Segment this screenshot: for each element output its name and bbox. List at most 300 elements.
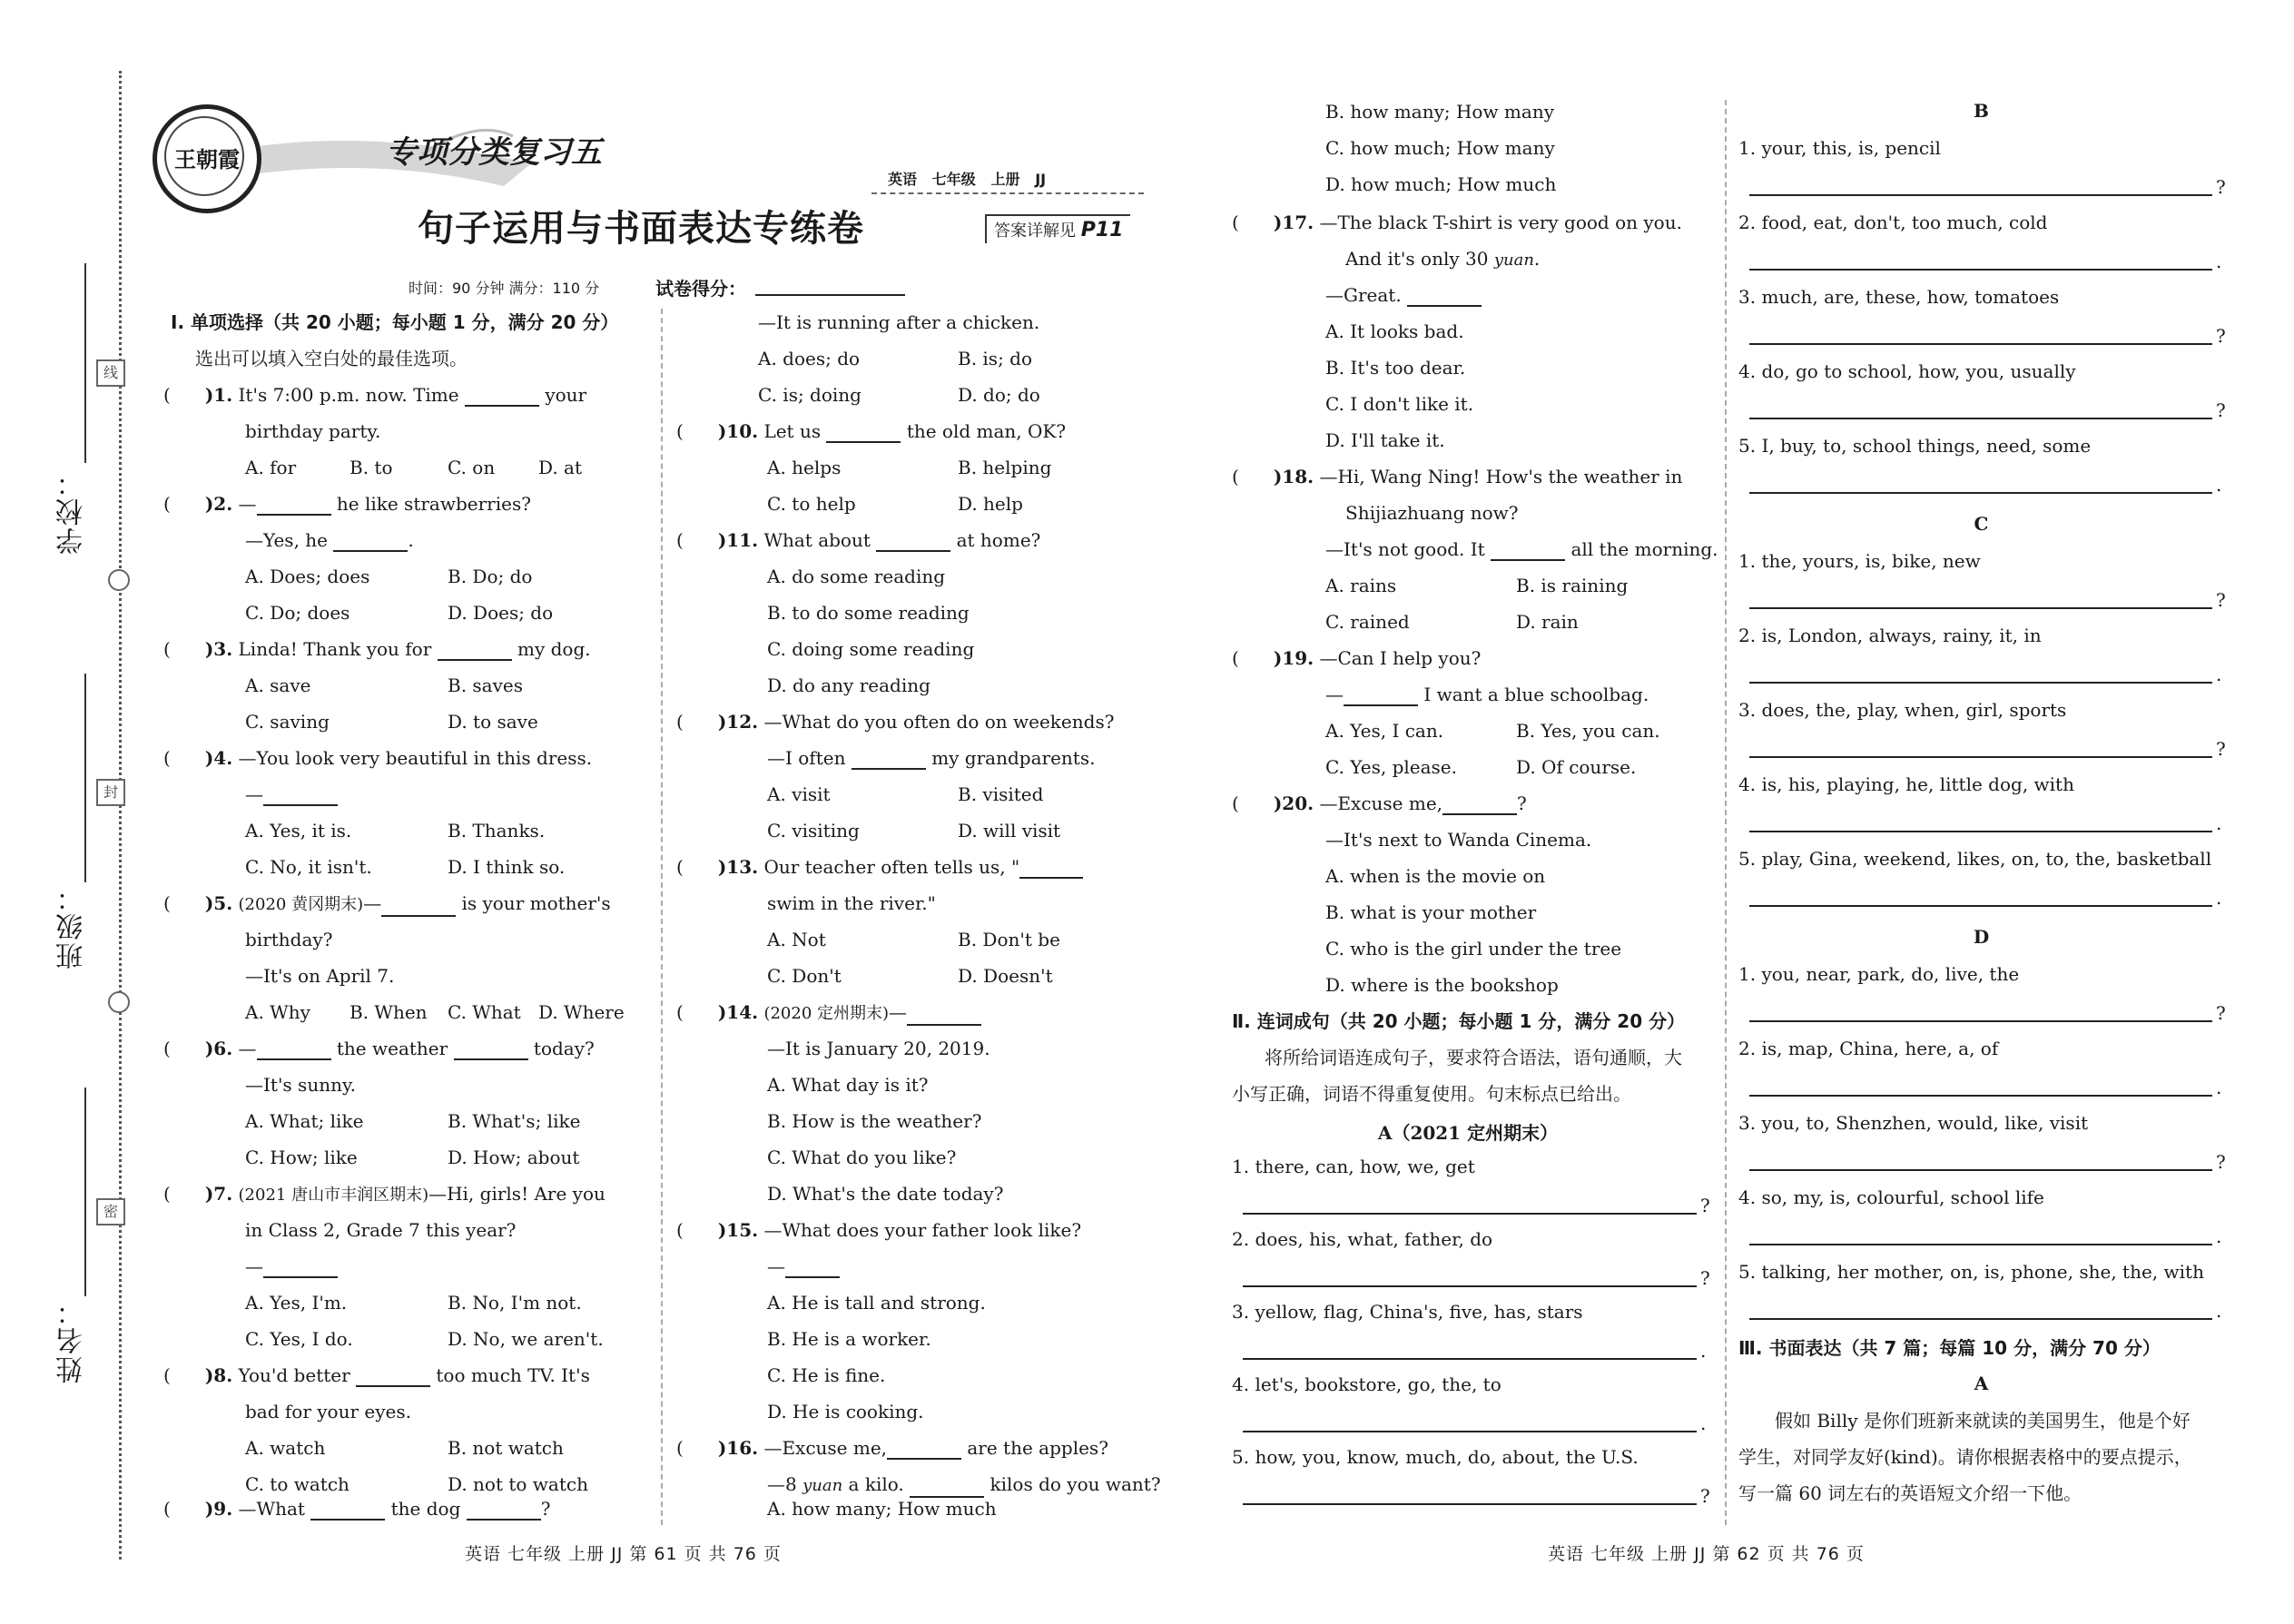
q7-line2: in Class 2, Grade 7 this year?	[245, 1219, 517, 1241]
q15-option-d: D. He is cooking.	[767, 1401, 924, 1422]
q10-blank[interactable]	[826, 421, 901, 443]
group-b-answer-line-2[interactable]	[1749, 269, 2212, 271]
q17-line3-text: —Great.	[1325, 284, 1402, 306]
q3-option-a: A. save	[245, 674, 311, 696]
group-d-end-punctuation-4: .	[2216, 1225, 2222, 1247]
cut-mark-secret: 密	[96, 1198, 125, 1225]
group-d-answer-line-3[interactable]	[1749, 1169, 2212, 1171]
q1-number: )1.	[204, 384, 233, 406]
group-a-item-5: 5. how, you, know, much, do, about, the U.S.	[1232, 1446, 1639, 1468]
q8-option-d: D. not to watch	[448, 1473, 588, 1495]
cut-mark-seal: 封	[96, 779, 125, 806]
q2-line2-text: —Yes, he	[245, 529, 328, 551]
q20-line2: —It's next to Wanda Cinema.	[1325, 829, 1592, 851]
group-a-heading: A（2021 定州期末）	[1377, 1122, 1559, 1144]
q17-line2-a: And it's only 30	[1345, 248, 1489, 270]
q13-number: )13.	[717, 856, 759, 878]
series-title: 专项分类复习五	[386, 134, 602, 171]
q20-option-c: C. who is the girl under the tree	[1325, 938, 1622, 960]
q19-option-b: B. Yes, you can.	[1516, 720, 1660, 742]
q5-number: )5.	[204, 892, 233, 914]
q17-text: —The black T-shirt is very good on you.	[1319, 212, 1682, 233]
q9-line2: —It is running after a chicken.	[758, 311, 1040, 333]
q14-number: )14.	[717, 1001, 759, 1023]
q15-blank[interactable]	[785, 1256, 840, 1278]
q2-option-d: D. Does; do	[448, 602, 554, 624]
q10-option-d: D. help	[958, 493, 1023, 515]
q5-line3: —It's on April 7.	[245, 965, 395, 987]
group-b-answer-line-4[interactable]	[1749, 418, 2212, 419]
question-18: ( )18. —Hi, Wang Ning! How's the weather in	[1232, 466, 1683, 487]
q18-blank[interactable]	[1491, 539, 1565, 561]
q7-option-a: A. Yes, I'm.	[245, 1292, 348, 1314]
q16-line2	[767, 1472, 1161, 1498]
section2-instruction-1: 将所给词语连成句子，要求符合语法，语句通顺，大	[1265, 1047, 1682, 1068]
q11-blank[interactable]	[876, 530, 950, 552]
group-d-answer-line-4[interactable]	[1749, 1244, 2212, 1245]
q2-text: —	[238, 493, 257, 515]
q6-text-b: the weather	[336, 1038, 448, 1059]
q17-number: )17.	[1273, 212, 1314, 233]
question-11: ( )11. What about at home?	[676, 529, 1041, 551]
q10-number: )10.	[717, 420, 759, 442]
q14-option-d: D. What's the date today?	[767, 1183, 1004, 1205]
footer-right: 英语 七年级 上册 JJ 第 62 页 共 76 页	[1548, 1544, 1865, 1564]
group-a-end-punctuation-1: ?	[1700, 1195, 1710, 1216]
group-d-item-5: 5. talking, her mother, on, is, phone, she, the, with	[1738, 1261, 2204, 1283]
group-c-answer-line-2[interactable]	[1749, 682, 2212, 684]
q16-blank-2[interactable]	[910, 1476, 984, 1498]
binding-hole	[108, 991, 130, 1013]
group-c-answer-line-3[interactable]	[1749, 756, 2212, 758]
q4-blank[interactable]	[263, 784, 338, 806]
q4-text: —You look very beautiful in this dress.	[238, 747, 593, 769]
q4-line2-text: —	[245, 783, 263, 805]
group-c-answer-line-5[interactable]	[1749, 905, 2212, 907]
group-d-end-punctuation-3: ?	[2216, 1151, 2226, 1173]
q16-number: )16.	[717, 1437, 759, 1459]
q9-text-b: the dog	[390, 1498, 461, 1520]
badge-grade: 七年级	[931, 171, 976, 188]
answer-note-box	[985, 214, 1130, 243]
group-d-end-punctuation-2: .	[2216, 1077, 2222, 1098]
q10-option-a: A. helps	[767, 457, 842, 478]
q15-text: —What does your father look like?	[763, 1219, 1082, 1241]
question-17: ( )17. —The black T-shirt is very good on you.	[1232, 212, 1682, 233]
q11-number: )11.	[717, 529, 759, 551]
question-5: ( )5. (2020 黄冈期末)— is your mother's	[163, 891, 611, 917]
q1-blank[interactable]	[465, 385, 539, 407]
q18-option-b: B. is raining	[1516, 575, 1629, 596]
q1-text-b: your	[545, 384, 587, 406]
q4-number: )4.	[204, 747, 233, 769]
q2-option-c: C. Do; does	[245, 602, 350, 624]
q20-number: )20.	[1273, 792, 1314, 814]
group-d-answer-line-2[interactable]	[1749, 1095, 2212, 1097]
q4-option-d: D. I think so.	[448, 856, 566, 878]
subject-badges	[888, 168, 1046, 189]
question-12: ( )12. —What do you often do on weekends?	[676, 711, 1115, 733]
q16-option-b: B. how many; How many	[1325, 101, 1555, 123]
q8-text-b: too much TV. It's	[436, 1364, 590, 1386]
q3-number: )3.	[204, 638, 233, 660]
question-19: ( )19. —Can I help you?	[1232, 647, 1482, 669]
group-d-item-4: 4. so, my, is, colourful, school life	[1738, 1186, 2044, 1208]
q5-text-b: is your mother's	[461, 892, 611, 914]
q16-option-a	[767, 1497, 997, 1521]
time-score: 时间：90 分钟 满分：110 分	[409, 280, 600, 297]
q19-line2-end: I want a blue schoolbag.	[1423, 684, 1649, 705]
q17-line2-b: .	[1533, 248, 1541, 270]
q20-option-d: D. where is the bookshop	[1325, 974, 1559, 996]
group-a-answer-line-1[interactable]	[1243, 1213, 1697, 1215]
q19-line2-text: —	[1325, 684, 1344, 705]
q13-line2: swim in the river."	[767, 892, 936, 914]
q14-option-c: C. What do you like?	[767, 1147, 957, 1168]
q5-blank[interactable]	[381, 895, 456, 917]
column-divider	[661, 309, 663, 1525]
group-a-item-2: 2. does, his, what, father, do	[1232, 1228, 1493, 1250]
q20-text-b: ?	[1517, 792, 1527, 814]
q16-blank-1[interactable]	[887, 1438, 961, 1460]
q7-source: (2021 唐山市丰润区期末)	[238, 1186, 429, 1205]
q15-line2	[767, 1255, 840, 1278]
section3-paragraph-2: 学生，对同学友好(kind)。请你根据表格中的要点提示，	[1738, 1446, 2192, 1468]
q6-option-d: D. How; about	[448, 1147, 580, 1168]
q2-option-b: B. Do; do	[448, 566, 533, 587]
q7-option-b: B. No, I'm not.	[448, 1292, 582, 1314]
group-c-item-2: 2. is, London, always, rainy, it, in	[1738, 625, 2042, 646]
q7-text: —Hi, girls! Are you	[428, 1183, 605, 1205]
q17-option-b: B. It's too dear.	[1325, 357, 1466, 379]
group-b-item-3: 3. much, are, these, how, tomatoes	[1738, 286, 2060, 308]
section3-title: Ⅲ. 书面表达（共 7 篇；每篇 10 分，满分 70 分）	[1738, 1337, 2161, 1359]
group-a-answer-line-4[interactable]	[1243, 1431, 1697, 1432]
question-9: ( )9. —What the dog ?	[163, 1498, 551, 1520]
question-13: ( )13. Our teacher often tells us, "	[676, 855, 1083, 879]
q13-text: Our teacher often tells us, "	[763, 856, 1020, 878]
q7-option-d: D. No, we aren't.	[448, 1328, 604, 1350]
group-a-answer-line-3[interactable]	[1243, 1358, 1697, 1360]
q16-option-c: C. how much; How many	[1325, 137, 1555, 159]
group-c-answer-line-4[interactable]	[1749, 831, 2212, 832]
group-b-answer-line-1[interactable]	[1749, 194, 2212, 196]
q8-option-b: B. not watch	[448, 1437, 564, 1459]
q17-option-a: A. It looks bad.	[1325, 320, 1464, 342]
q12-option-b: B. visited	[958, 783, 1044, 805]
q8-option-c: C. to watch	[245, 1473, 350, 1495]
q9-blank-2[interactable]	[467, 1499, 541, 1521]
group-d-answer-line-1[interactable]	[1749, 1020, 2212, 1022]
school-label: 学校：	[56, 468, 88, 555]
group-a-item-4: 4. let's, bookstore, go, the, to	[1232, 1373, 1501, 1395]
q6-option-c: C. How; like	[245, 1147, 358, 1168]
q7-number: )7.	[204, 1183, 233, 1205]
q16-line2-b: a kilo.	[848, 1473, 904, 1495]
q6-option-a: A. What; like	[245, 1110, 364, 1132]
q14-line2: —It is January 20, 2019.	[767, 1038, 990, 1059]
group-d-item-1: 1. you, near, park, do, live, the	[1738, 963, 2020, 985]
q5-option-b: B. When	[350, 1001, 428, 1023]
question-16: ( )16. —Excuse me, are the apples?	[676, 1437, 1108, 1459]
q4-option-b: B. Thanks.	[448, 820, 546, 842]
q7-line3-text: —	[245, 1255, 263, 1277]
q12-text: —What do you often do on weekends?	[763, 711, 1115, 733]
q1-option-a: A. for	[245, 457, 297, 478]
q20-blank[interactable]	[1442, 793, 1517, 815]
column-divider	[1725, 100, 1727, 1525]
q9-option-d: D. do; do	[958, 384, 1040, 406]
q17-currency: yuan	[1493, 251, 1534, 270]
binding-hole	[108, 569, 130, 591]
q9-text: —What	[238, 1498, 305, 1520]
group-d-end-punctuation-1: ?	[2216, 1002, 2226, 1024]
q19-blank[interactable]	[1344, 684, 1418, 706]
q16-text: —Excuse me,	[763, 1437, 888, 1459]
q11-text-b: at home?	[956, 529, 1041, 551]
q7-blank[interactable]	[263, 1256, 338, 1278]
group-c-end-punctuation-2: .	[2216, 664, 2222, 685]
group-d-end-punctuation-5: .	[2216, 1300, 2222, 1322]
q8-text: You'd better	[238, 1364, 350, 1386]
q2-line2	[245, 528, 414, 552]
main-title: 句子运用与书面表达专练卷	[418, 207, 864, 250]
q17-line2	[1345, 247, 1540, 272]
q20-option-b: B. what is your mother	[1325, 901, 1537, 923]
badge-volume: 上册	[990, 171, 1020, 188]
group-b-item-2: 2. food, eat, don't, too much, cold	[1738, 212, 2048, 233]
group-a-end-punctuation-3: .	[1700, 1340, 1707, 1362]
publisher-logo	[153, 104, 261, 213]
q18-option-d: D. rain	[1516, 611, 1579, 633]
q6-number: )6.	[204, 1038, 233, 1059]
q20-text: —Excuse me,	[1319, 792, 1443, 814]
q12-blank[interactable]	[852, 748, 926, 770]
q3-text-b: my dog.	[517, 638, 591, 660]
q19-option-d: D. Of course.	[1516, 756, 1637, 778]
question-15: ( )15. —What does your father look like?	[676, 1219, 1082, 1241]
q12-option-a: A. visit	[767, 783, 831, 805]
q15-option-a: A. He is tall and strong.	[767, 1292, 986, 1314]
q6-blank-2[interactable]	[454, 1038, 528, 1060]
q17-option-d: D. I'll take it.	[1325, 429, 1445, 451]
section3-paragraph-3: 写一篇 60 词左右的英语短文介绍一下他。	[1738, 1482, 2082, 1504]
q11-option-d: D. do any reading	[767, 674, 930, 696]
q11-text: What about	[763, 529, 871, 551]
q6-option-b: B. What's; like	[448, 1110, 581, 1132]
q13-option-d: D. Doesn't	[958, 965, 1053, 987]
q11-option-c: C. doing some reading	[767, 638, 975, 660]
q15-option-b: B. He is a worker.	[767, 1328, 931, 1350]
group-a-answer-line-5[interactable]	[1243, 1503, 1697, 1505]
section2-instruction-2: 小写正确，词语不得重复使用。句末标点已给出。	[1232, 1083, 1631, 1105]
q15-number: )15.	[717, 1219, 759, 1241]
group-d-answer-line-5[interactable]	[1749, 1318, 2212, 1320]
group-a-end-punctuation-2: ?	[1700, 1267, 1710, 1289]
q9-blank-1[interactable]	[310, 1499, 385, 1521]
q3-option-b: B. saves	[448, 674, 523, 696]
school-fill-line	[84, 263, 86, 463]
q14-text: —	[889, 1001, 908, 1023]
cut-mark-line: 线	[96, 359, 125, 387]
q19-text: —Can I help you?	[1319, 647, 1482, 669]
q16-line2-a: —8	[767, 1473, 797, 1495]
group-b-item-1: 1. your, this, is, pencil	[1738, 137, 1941, 159]
q3-option-d: D. to save	[448, 711, 538, 733]
q6-text: —	[238, 1038, 257, 1059]
q18-line2: Shijiazhuang now?	[1345, 502, 1519, 524]
section1-title: Ⅰ. 单项选择（共 20 小题；每小题 1 分，满分 20 分）	[171, 311, 619, 333]
group-b-answer-line-5[interactable]	[1749, 492, 2212, 494]
question-8: ( )8. You'd better too much TV. It's	[163, 1364, 590, 1386]
q1-line2: birthday party.	[245, 420, 381, 442]
section2-title: Ⅱ. 连词成句（共 20 小题；每小题 1 分，满分 20 分）	[1232, 1010, 1686, 1032]
q2-blank-1[interactable]	[257, 494, 331, 516]
q15-line2-text: —	[767, 1255, 785, 1277]
q12-line2-text: —I often	[767, 747, 846, 769]
group-a-end-punctuation-4: .	[1700, 1412, 1707, 1434]
q14-blank[interactable]	[907, 1004, 981, 1026]
question-3: ( )3. Linda! Thank you for my dog.	[163, 638, 591, 660]
q1-option-d: D. at	[538, 457, 582, 478]
group-c-end-punctuation-1: ?	[2216, 589, 2226, 611]
name-fill-line	[84, 1088, 86, 1296]
group-d-heading: D	[1973, 926, 1990, 948]
q3-option-c: C. saving	[245, 711, 330, 733]
q2-option-a: A. Does; does	[245, 566, 370, 587]
q2-number: )2.	[204, 493, 233, 515]
q12-option-c: C. visiting	[767, 820, 860, 842]
section3-group-a: A	[1974, 1373, 1989, 1394]
q19-option-a: A. Yes, I can.	[1325, 720, 1444, 742]
q9-text-c: ?	[540, 1498, 551, 1520]
q18-line3	[1325, 537, 1718, 561]
logo-text: 王朝霞	[174, 146, 240, 172]
q11-option-b: B. to do some reading	[767, 602, 970, 624]
q16-line2-c: kilos do you want?	[989, 1473, 1161, 1495]
group-c-item-4: 4. is, his, playing, he, little dog, with	[1738, 773, 2074, 795]
name-label: 姓名：	[56, 1296, 88, 1383]
group-b-end-punctuation-1: ?	[2216, 176, 2226, 198]
group-d-item-3: 3. you, to, Shenzhen, would, like, visit	[1738, 1112, 2089, 1134]
group-c-answer-line-1[interactable]	[1749, 607, 2212, 609]
group-c-end-punctuation-3: ?	[2216, 738, 2226, 760]
q12-option-d: D. will visit	[958, 820, 1061, 842]
q4-line2	[245, 782, 338, 806]
q16-currency: yuan	[802, 1476, 843, 1495]
group-b-end-punctuation-5: .	[2216, 474, 2222, 496]
q8-line2: bad for your eyes.	[245, 1401, 411, 1422]
q18-line3-text: —It's not good. It	[1325, 538, 1485, 560]
q8-blank[interactable]	[356, 1365, 430, 1387]
q13-option-a: A. Not	[767, 929, 826, 950]
q5-option-a: A. Why	[245, 1001, 310, 1023]
q12-line2-end: my grandparents.	[931, 747, 1096, 769]
group-a-end-punctuation-5: ?	[1700, 1485, 1710, 1507]
question-1: ( )1. It's 7:00 p.m. now. Time your	[163, 384, 587, 406]
q12-number: )12.	[717, 711, 759, 733]
q5-text: —	[363, 892, 382, 914]
question-2: ( )2. — he like strawberries?	[163, 493, 531, 515]
group-b-end-punctuation-3: ?	[2216, 325, 2226, 347]
q10-option-b: B. helping	[958, 457, 1052, 478]
question-20: ( )20. —Excuse me, ?	[1232, 792, 1527, 814]
group-b-end-punctuation-2: .	[2216, 251, 2222, 272]
q6-blank-1[interactable]	[257, 1038, 331, 1060]
q16-text-b: are the apples?	[967, 1437, 1108, 1459]
badge-subject: 英语	[888, 171, 918, 188]
q15-option-c: C. He is fine.	[767, 1364, 886, 1386]
q2-line2-end: .	[408, 529, 414, 551]
q13-blank[interactable]	[1019, 857, 1083, 879]
q10-option-c: C. to help	[767, 493, 856, 515]
q16-option-d: D. how much; How much	[1325, 173, 1557, 195]
question-6: ( )6. — the weather today?	[163, 1038, 595, 1059]
q19-line2	[1325, 683, 1649, 706]
q10-text: Let us	[763, 420, 822, 442]
q6-line2: —It's sunny.	[245, 1074, 356, 1096]
q3-blank[interactable]	[438, 639, 512, 661]
q20-option-a: A. when is the movie on	[1325, 865, 1546, 887]
q2-blank-2[interactable]	[333, 530, 408, 552]
q14-option-b: B. How is the weather?	[767, 1110, 982, 1132]
class-fill-line	[84, 674, 86, 882]
binding-dotted-line	[119, 71, 122, 1560]
section1-instruction: 选出可以填入空白处的最佳选项。	[195, 348, 468, 369]
badge-underline	[871, 192, 1144, 194]
q5-source: (2020 黄冈期末)	[238, 895, 364, 914]
q7-option-c: C. Yes, I do.	[245, 1328, 353, 1350]
footer-left: 英语 七年级 上册 JJ 第 61 页 共 76 页	[465, 1544, 782, 1564]
q5-line2: birthday?	[245, 929, 333, 950]
answer-note: 答案详解见	[994, 221, 1076, 241]
q8-number: )8.	[204, 1364, 233, 1386]
q13-option-b: B. Don't be	[958, 929, 1060, 950]
q12-line2	[767, 746, 1095, 770]
group-b-item-4: 4. do, go to school, how, you, usually	[1738, 360, 2076, 382]
q4-option-a: A. Yes, it is.	[245, 820, 352, 842]
q2-text-b: he like strawberries?	[336, 493, 531, 515]
q19-number: )19.	[1273, 647, 1314, 669]
q8-option-a: A. watch	[245, 1437, 326, 1459]
badge-edition: JJ	[1035, 171, 1047, 188]
question-7: ( )7. (2021 唐山市丰润区期末)—Hi, girls! Are you	[163, 1183, 605, 1205]
q17-blank[interactable]	[1407, 285, 1482, 307]
group-a-answer-line-2[interactable]	[1243, 1285, 1697, 1287]
q17-line3	[1325, 283, 1482, 307]
section3-paragraph-1: 假如 Billy 是你们班新来就读的美国男生，他是个好	[1775, 1410, 2191, 1432]
group-b-heading: B	[1974, 100, 1989, 122]
q13-option-c: C. Don't	[767, 965, 842, 987]
q10-text-b: the old man, OK?	[906, 420, 1067, 442]
q3-text: Linda! Thank you for	[238, 638, 432, 660]
q5-option-d: D. Where	[538, 1001, 625, 1023]
q5-option-c: C. What	[448, 1001, 521, 1023]
q1-text: It's 7:00 p.m. now. Time	[238, 384, 459, 406]
q9-option-b: B. is; do	[958, 348, 1033, 369]
q18-option-c: C. rained	[1325, 611, 1410, 633]
q16-option-a-text: A. how many; How much	[767, 1498, 997, 1520]
q19-option-c: C. Yes, please.	[1325, 756, 1457, 778]
q11-option-a: A. do some reading	[767, 566, 946, 587]
group-b-answer-line-3[interactable]	[1749, 343, 2212, 345]
group-c-end-punctuation-4: .	[2216, 812, 2222, 834]
group-c-heading: C	[1974, 513, 1989, 535]
q9-option-c: C. is; doing	[758, 384, 861, 406]
group-c-item-1: 1. the, yours, is, bike, new	[1738, 550, 1981, 572]
score-fill-line[interactable]	[755, 294, 905, 296]
q18-number: )18.	[1273, 466, 1314, 487]
